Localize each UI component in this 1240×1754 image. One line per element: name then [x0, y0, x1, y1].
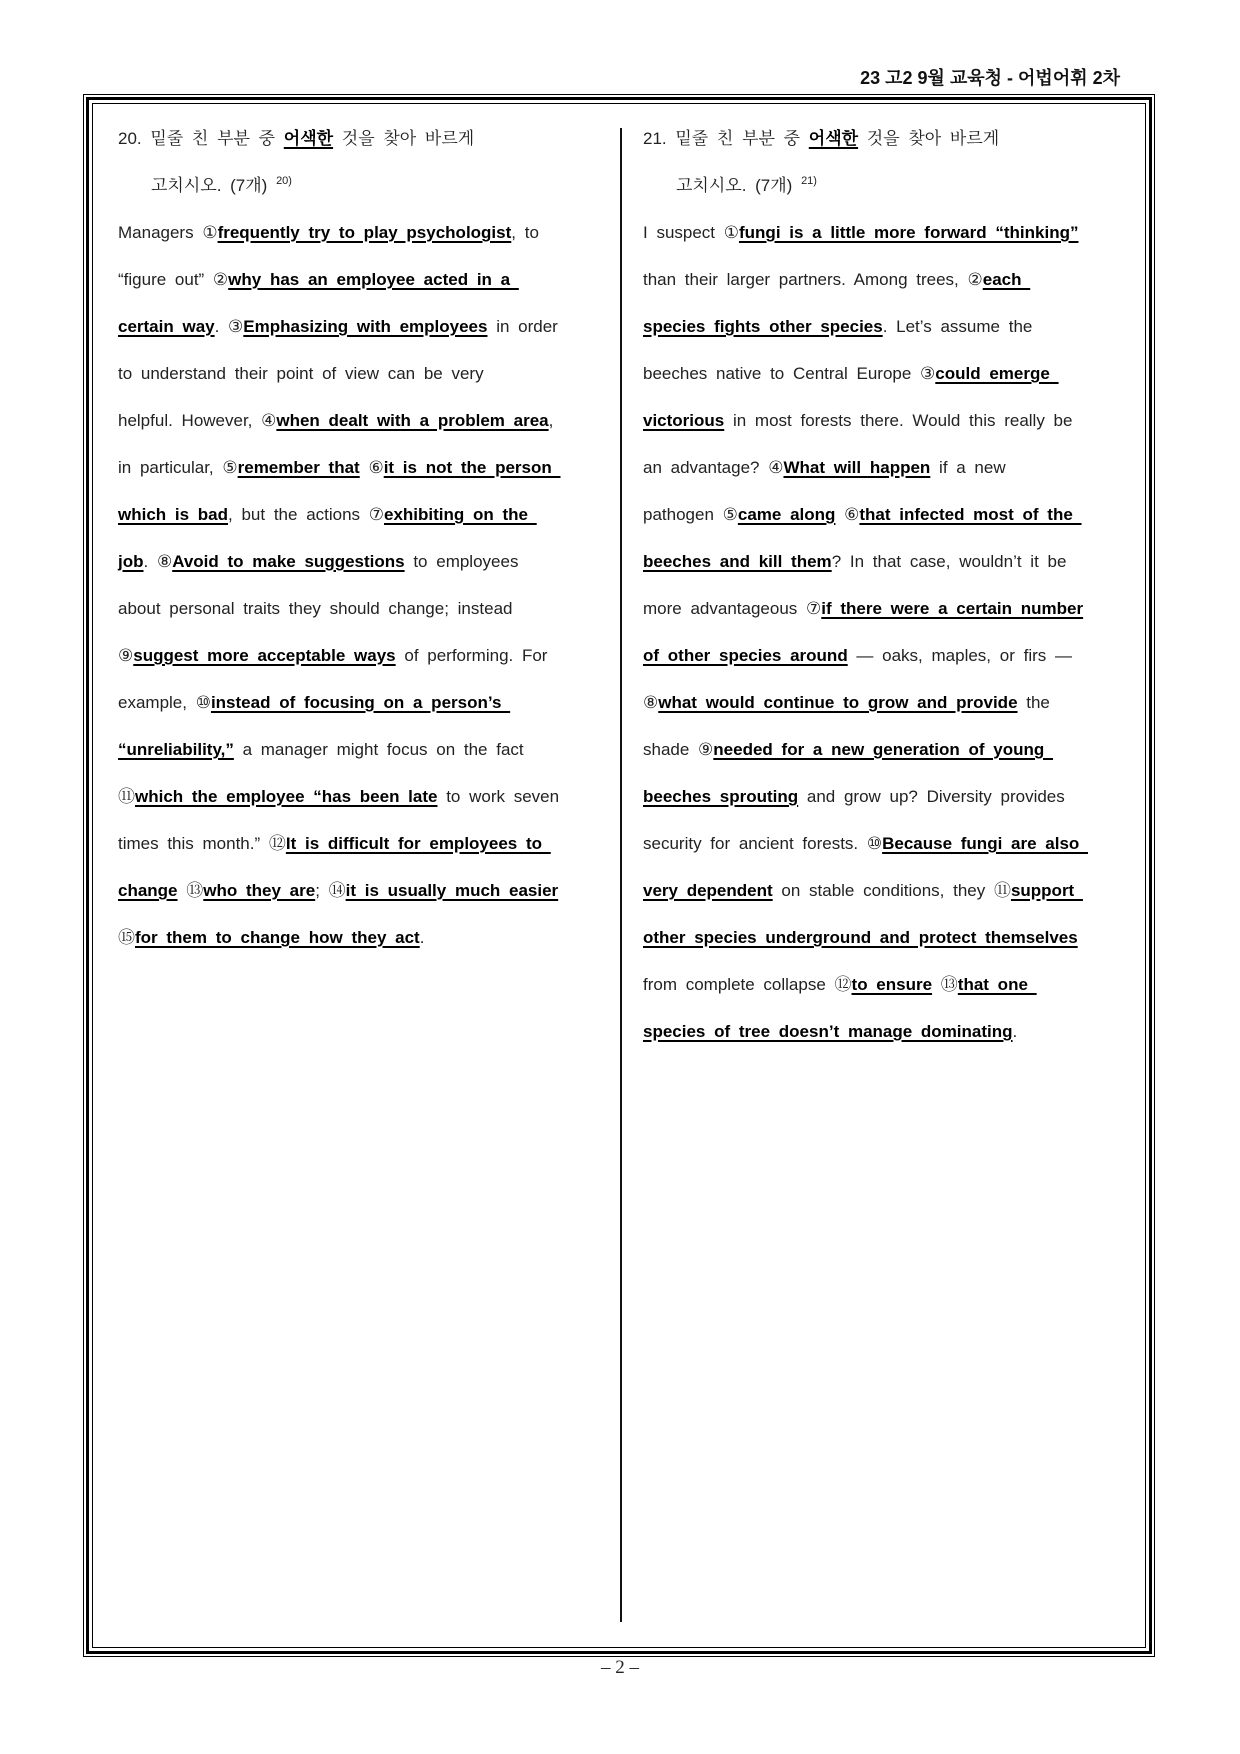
column-divider [620, 128, 622, 1622]
text-line [643, 585, 1138, 632]
text-line [118, 914, 613, 961]
underlined-phrase: beeches sprouting [643, 787, 799, 806]
footnote-ref: 21) [801, 175, 817, 187]
text-run: ⑪ [118, 787, 135, 806]
text-line [643, 350, 1138, 397]
underlined-phrase: remember that [237, 458, 360, 477]
underlined-phrase: it is usually much easier [345, 881, 559, 900]
text-run: times this month.” ⑫ [118, 834, 286, 853]
text-run: helpful. However, ④ [118, 411, 277, 430]
text-run: in particular, ⑤ [118, 458, 238, 477]
underlined-phrase: Emphasizing with employees [243, 317, 488, 336]
text-run: example, ⑩ [118, 693, 211, 712]
text-run: “figure out” ② [118, 270, 229, 289]
underlined-phrase: 어색한 [808, 129, 859, 148]
underlined-phrase: Because fungi are also [882, 834, 1089, 853]
underlined-phrase: Avoid to make suggestions [172, 552, 405, 571]
text-run: than their larger partners. Among trees, ② [643, 270, 983, 289]
question-prompt [643, 162, 1138, 209]
underlined-phrase: victorious [643, 411, 725, 430]
text-line [643, 209, 1138, 256]
underlined-phrase: each [982, 270, 1031, 289]
text-run: to understand their point of view can be very [118, 364, 484, 383]
underlined-phrase: which is bad [118, 505, 229, 524]
text-run: 21. 밑줄 친 부분 중 [643, 129, 809, 148]
text-run: , [548, 411, 554, 430]
question-20-column [118, 115, 613, 961]
question-prompt [643, 115, 1138, 162]
text-run: ? In that case, wouldn’t it be [831, 552, 1067, 571]
text-run: pathogen ⑤ [643, 505, 738, 524]
text-run: — oaks, maples, or firs — [847, 646, 1072, 665]
text-run: , but the actions ⑦ [228, 505, 385, 524]
text-line [118, 256, 613, 303]
underlined-phrase: it is not the person [383, 458, 561, 477]
footnote-ref: 20) [276, 175, 292, 187]
underlined-phrase: What will happen [783, 458, 931, 477]
text-run: a manager might focus on the fact [233, 740, 524, 759]
text-run: ⑮ [118, 928, 135, 947]
underlined-phrase: of other species around [643, 646, 848, 665]
text-run: security for ancient forests. ⑩ [643, 834, 883, 853]
underlined-phrase: species fights other species [643, 317, 883, 336]
underlined-phrase: came along [737, 505, 836, 524]
underlined-phrase: what would continue to grow and provide [658, 693, 1018, 712]
text-line [643, 444, 1138, 491]
text-run: to employees [404, 552, 519, 571]
text-run: 20. 밑줄 친 부분 중 [118, 129, 284, 148]
text-run: ⑧ [643, 693, 659, 712]
text-line [118, 726, 613, 773]
underlined-phrase: needed for a new generation of young [713, 740, 1053, 759]
page-header: 23 고2 9월 교육청 - 어법어휘 2차 [860, 68, 1120, 88]
text-run: 고치시오. (7개) [151, 176, 277, 195]
underlined-phrase: job [118, 552, 144, 571]
text-line [118, 350, 613, 397]
underlined-phrase: 어색한 [283, 129, 334, 148]
text-run: if a new [930, 458, 1006, 477]
text-line [643, 491, 1138, 538]
underlined-phrase: exhibiting on the [384, 505, 537, 524]
text-line [118, 538, 613, 585]
text-run: ⑬ [932, 975, 958, 994]
text-run: 것을 찾아 바르게 [333, 129, 475, 148]
text-line [118, 444, 613, 491]
underlined-phrase: that infected most of the [859, 505, 1082, 524]
question-21-column [643, 115, 1138, 1055]
text-run: ⑨ [118, 646, 134, 665]
text-line [643, 726, 1138, 773]
text-line [118, 491, 613, 538]
text-run: beeches native to Central Europe ③ [643, 364, 936, 383]
text-run: . [419, 928, 425, 947]
text-run: . [1012, 1022, 1018, 1041]
text-run: ⑥ [835, 505, 860, 524]
text-run: more advantageous ⑦ [643, 599, 822, 618]
text-line [118, 820, 613, 867]
text-run: 것을 찾아 바르게 [858, 129, 1000, 148]
text-run: Managers ① [118, 223, 218, 242]
text-line [643, 773, 1138, 820]
text-run: to work seven [437, 787, 560, 806]
text-run: , to [511, 223, 539, 242]
underlined-phrase: “unreliability,” [118, 740, 234, 759]
text-run: ⑬ [177, 881, 204, 900]
question-prompt [118, 115, 613, 162]
text-run: about personal traits they should change; instead [118, 599, 513, 618]
text-line [118, 632, 613, 679]
underlined-phrase: support [1010, 881, 1083, 900]
text-line [118, 397, 613, 444]
page-number: – 2 – [601, 1657, 639, 1678]
text-run: from complete collapse ⑫ [643, 975, 852, 994]
text-line [643, 1008, 1138, 1055]
underlined-phrase: species of tree doesn’t manage dominating [643, 1022, 1013, 1041]
text-run: ⑥ [359, 458, 384, 477]
text-run: shade ⑨ [643, 740, 714, 759]
underlined-phrase: frequently try to play psychologist [217, 223, 512, 242]
underlined-phrase: that one [957, 975, 1037, 994]
underlined-phrase: for them to change how they act [135, 928, 420, 947]
question-prompt [118, 162, 613, 209]
text-line [118, 303, 613, 350]
text-line [643, 303, 1138, 350]
text-run: in order [487, 317, 558, 336]
underlined-phrase: could emerge [935, 364, 1059, 383]
underlined-phrase: to ensure [851, 975, 933, 994]
underlined-phrase: beeches and kill them [643, 552, 832, 571]
underlined-phrase: fungi is a little more forward “thinking” [739, 223, 1079, 242]
text-run: in most forests there. Would this really be [724, 411, 1073, 430]
text-line [643, 256, 1138, 303]
text-run: ; ⑭ [315, 881, 346, 900]
text-line [643, 679, 1138, 726]
underlined-phrase: why has an employee acted in a [228, 270, 519, 289]
underlined-phrase: when dealt with a problem area [276, 411, 549, 430]
text-line [118, 867, 613, 914]
underlined-phrase: It is difficult for employees to [285, 834, 551, 853]
text-line [643, 538, 1138, 585]
text-run: 고치시오. (7개) [676, 176, 802, 195]
underlined-phrase: which the employee “has been late [135, 787, 438, 806]
text-run: of performing. For [395, 646, 548, 665]
text-line [118, 773, 613, 820]
text-run: I suspect ① [643, 223, 739, 242]
text-run: . ⑧ [143, 552, 173, 571]
text-run: . ③ [214, 317, 244, 336]
underlined-phrase: suggest more acceptable ways [133, 646, 396, 665]
text-line [118, 209, 613, 256]
underlined-phrase: if there were a certain number [821, 599, 1084, 618]
underlined-phrase: who they are [203, 881, 316, 900]
text-run: . Let’s assume the [882, 317, 1033, 336]
underlined-phrase: very dependent [643, 881, 773, 900]
text-line [643, 914, 1138, 961]
underlined-phrase: change [118, 881, 178, 900]
text-line [118, 679, 613, 726]
text-line [643, 397, 1138, 444]
text-run: an advantage? ④ [643, 458, 784, 477]
text-line [643, 820, 1138, 867]
text-line [643, 867, 1138, 914]
text-run: the [1017, 693, 1050, 712]
text-line [643, 961, 1138, 1008]
underlined-phrase: other species underground and protect themselves [643, 928, 1078, 947]
text-line [118, 585, 613, 632]
text-run: on stable conditions, they ⑪ [772, 881, 1011, 900]
underlined-phrase: instead of focusing on a person’s [210, 693, 511, 712]
underlined-phrase: certain way [118, 317, 215, 336]
text-run: and grow up? Diversity provides [798, 787, 1065, 806]
text-line [643, 632, 1138, 679]
